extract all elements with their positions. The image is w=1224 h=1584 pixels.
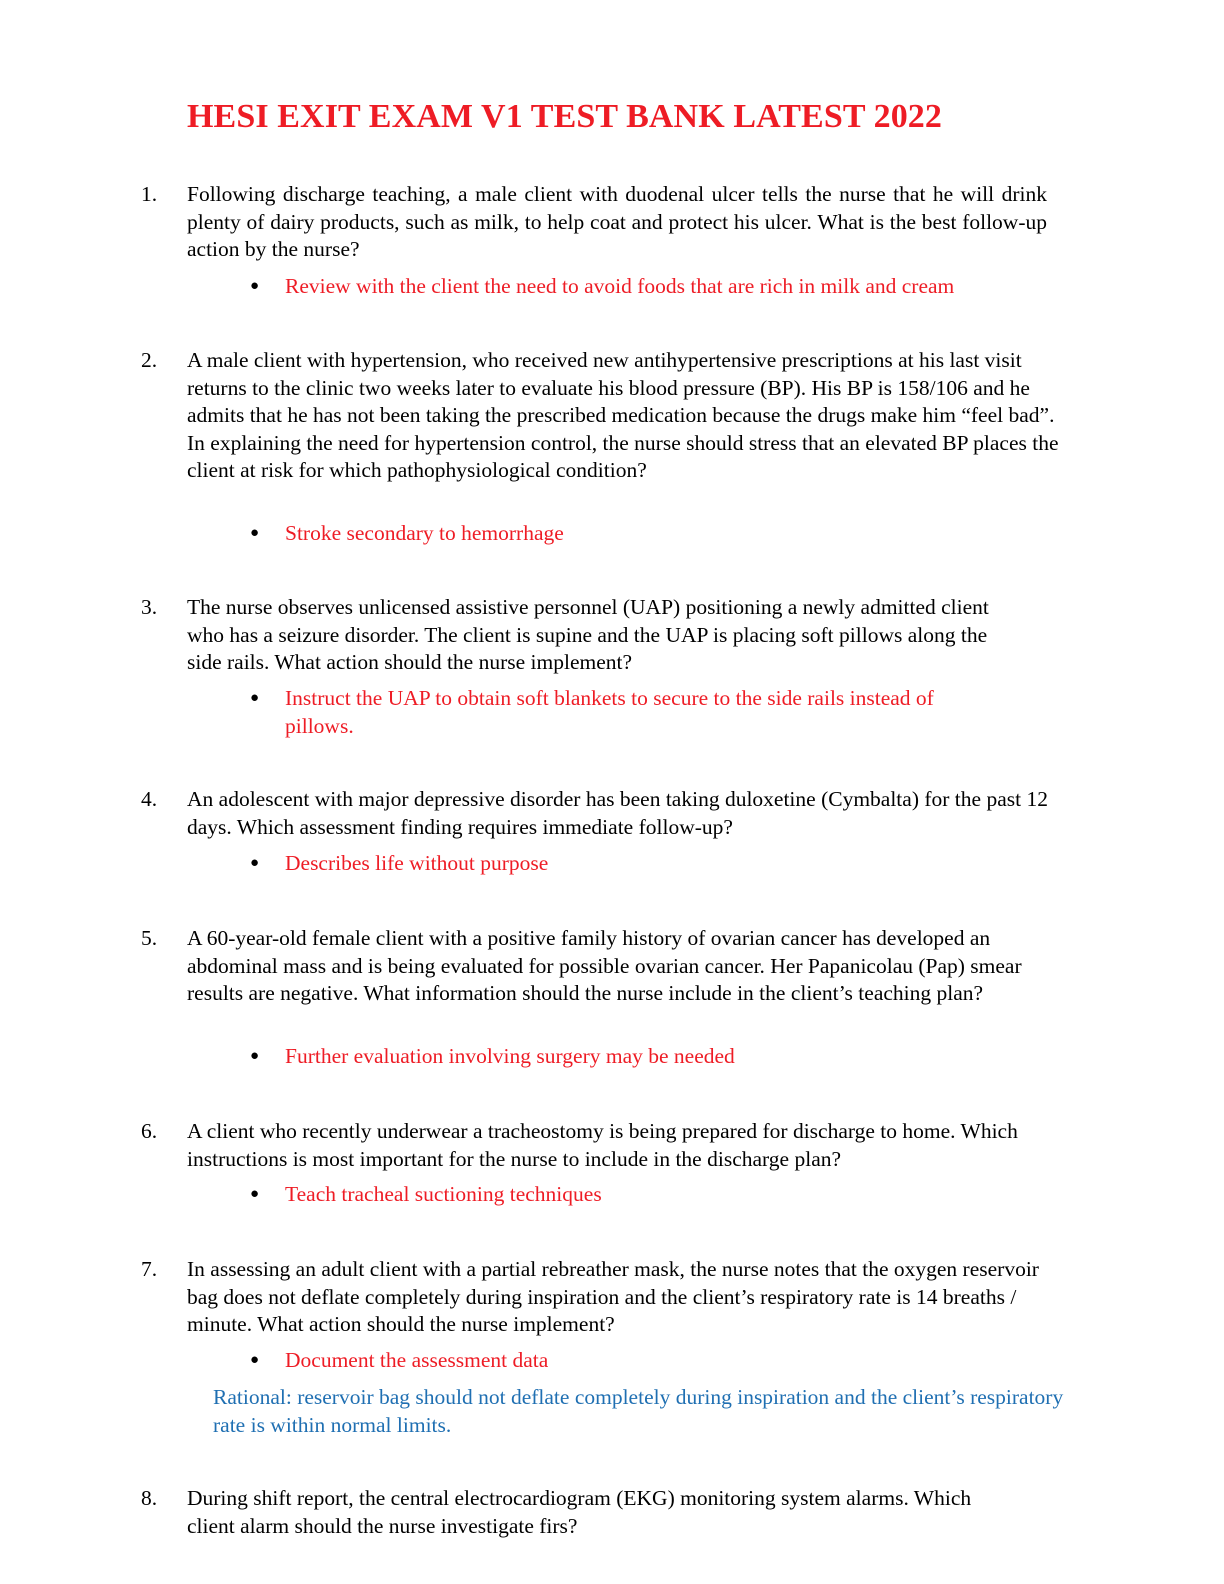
question-number: 4. — [141, 787, 158, 811]
answer-text: Describes life without purpose — [285, 851, 549, 875]
document-title: HESI EXIT EXAM V1 TEST BANK LATEST 2022 — [187, 98, 942, 135]
answer-text: Document the assessment data — [285, 1348, 549, 1372]
question-number: 7. — [141, 1257, 158, 1281]
question-text: In assessing an adult client with a partial rebreather mask, the nurse notes that the oxygen reservoir bag does not deflate completely during inspiration and the client’s respiratory rate is 14 breaths / minute. What action should the nurse implement? — [187, 1257, 1039, 1336]
question-text: Following discharge teaching, a male client with duodenal ulcer tells the nurse that he will drink plenty of dairy products, such as milk, to help coat and protect his ulcer. What is the best follow-up action by the nurse? — [187, 182, 1047, 261]
bullet-icon: ● — [250, 278, 260, 294]
question-text: During shift report, the central electrocardiogram (EKG) monitoring system alarms. Which client alarm should the nurse investigate firs? — [187, 1486, 972, 1538]
answer-text: Review with the client the need to avoid foods that are rich in milk and cream — [285, 274, 955, 298]
question-number: 2. — [141, 348, 158, 372]
question-number: 6. — [141, 1119, 158, 1143]
question-text: A client who recently underwear a tracheostomy is being prepared for discharge to home. Which instructions is most important for the nurse to include in the discharge plan? — [187, 1119, 1018, 1171]
question-number: 5. — [141, 926, 158, 950]
bullet-icon: ● — [250, 1186, 260, 1202]
question-text: The nurse observes unlicensed assistive personnel (UAP) positioning a newly admitted client who has a seizure disorder. The client is supine and the UAP is placing soft pillows along the side rails. What action should the nurse implement? — [187, 595, 989, 674]
answer-text: Instruct the UAP to obtain soft blankets to secure to the side rails instead of pillows. — [285, 686, 934, 738]
question-number: 3. — [141, 595, 158, 619]
answer-text: Teach tracheal suctioning techniques — [285, 1182, 602, 1206]
bullet-icon: ● — [250, 1048, 260, 1064]
question-text: An adolescent with major depressive disorder has been taking duloxetine (Cymbalta) for the past 12 days. Which assessment finding requires immediate follow-up? — [187, 787, 1048, 839]
bullet-icon: ● — [250, 855, 260, 871]
bullet-icon: ● — [250, 690, 260, 706]
question-number: 8. — [141, 1486, 158, 1510]
answer-text: Stroke secondary to hemorrhage — [285, 521, 564, 545]
question-text: A male client with hypertension, who received new antihypertensive prescriptions at his last visit returns to the clinic two weeks later to evaluate his blood pressure (BP). His BP is 158/106 and he admits that he has not been taking the prescribed medication because the drugs make him “feel bad”. In explaining the need for hypertension control, the nurse should stress that an elevated BP places the client at risk for which pathophysiological condition? — [187, 348, 1059, 482]
question-text: A 60-year-old female client with a positive family history of ovarian cancer has developed an abdominal mass and is being evaluated for possible ovarian cancer. Her Papanicolau (Pap) smear results are negative. What information should the nurse include in the client’s teaching plan? — [187, 926, 1022, 1005]
bullet-icon: ● — [250, 1352, 260, 1368]
answer-text: Further evaluation involving surgery may be needed — [285, 1044, 735, 1068]
rationale-text: Rational: reservoir bag should not deflate completely during inspiration and the client’s respiratory rate is within normal limits. — [213, 1385, 1064, 1437]
question-number: 1. — [141, 182, 158, 206]
bullet-icon: ● — [250, 525, 260, 541]
